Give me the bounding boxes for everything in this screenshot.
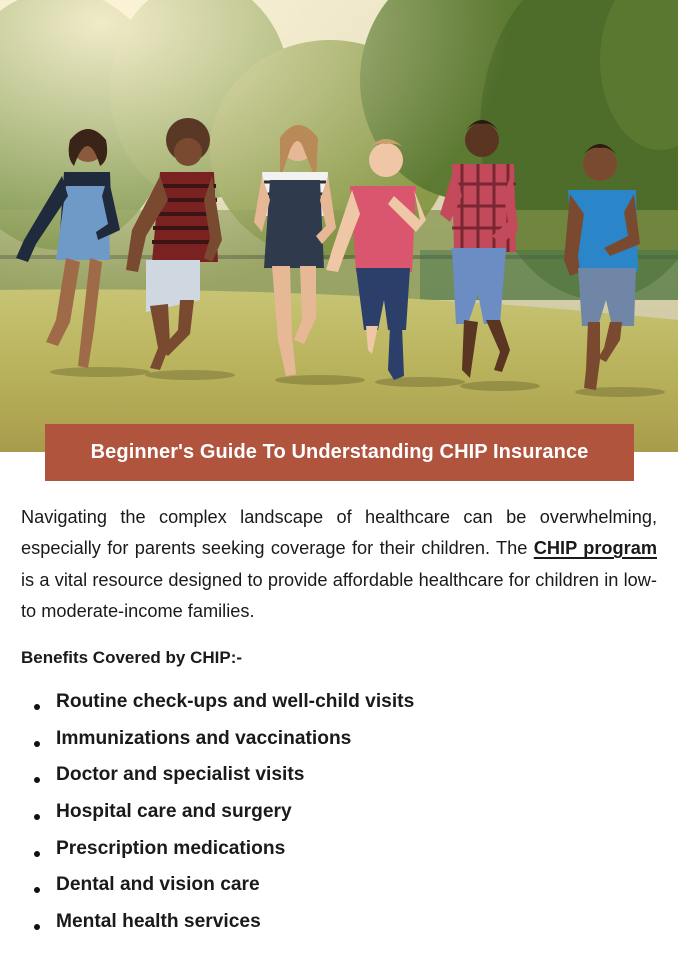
list-item bbox=[34, 721, 414, 758]
bullet-icon bbox=[34, 741, 40, 747]
list-item bbox=[34, 830, 414, 867]
list-item bbox=[34, 794, 414, 831]
list-item bbox=[34, 684, 414, 721]
benefit-label: Doctor and specialist visits bbox=[56, 764, 305, 786]
chip-program-link[interactable]: CHIP program bbox=[533, 538, 657, 559]
benefit-label: Mental health services bbox=[56, 910, 261, 932]
intro-text-end: is a vital resource designed to provide affordable healthcare for children in low- to moderate-income families. bbox=[21, 569, 657, 621]
intro-paragraph bbox=[21, 502, 657, 627]
bullet-icon bbox=[34, 924, 40, 930]
bullet-icon bbox=[34, 814, 40, 820]
benefit-label: Routine check-ups and well-child visits bbox=[56, 691, 415, 713]
intro-text-start: Navigating the complex landscape of healthcare can be overwhelming, especially for parents seeking coverage for their children. The bbox=[21, 507, 657, 559]
benefits-heading: Benefits Covered by CHIP:- bbox=[21, 648, 243, 667]
bullet-icon bbox=[34, 851, 40, 857]
bullet-icon bbox=[34, 887, 40, 893]
title-banner bbox=[45, 424, 634, 481]
list-item bbox=[34, 757, 414, 794]
benefit-label: Hospital care and surgery bbox=[56, 801, 292, 823]
benefits-list bbox=[34, 684, 414, 940]
benefit-label: Prescription medications bbox=[56, 837, 286, 859]
hero-image bbox=[0, 0, 678, 452]
children-running-photo-icon bbox=[0, 0, 678, 452]
page-title: Beginner's Guide To Understanding CHIP Insurance bbox=[90, 441, 589, 463]
benefit-label: Dental and vision care bbox=[56, 874, 260, 896]
list-item bbox=[34, 867, 414, 904]
bullet-icon bbox=[34, 777, 40, 783]
benefit-label: Immunizations and vaccinations bbox=[56, 727, 352, 749]
list-item bbox=[34, 904, 414, 941]
bullet-icon bbox=[34, 704, 40, 710]
